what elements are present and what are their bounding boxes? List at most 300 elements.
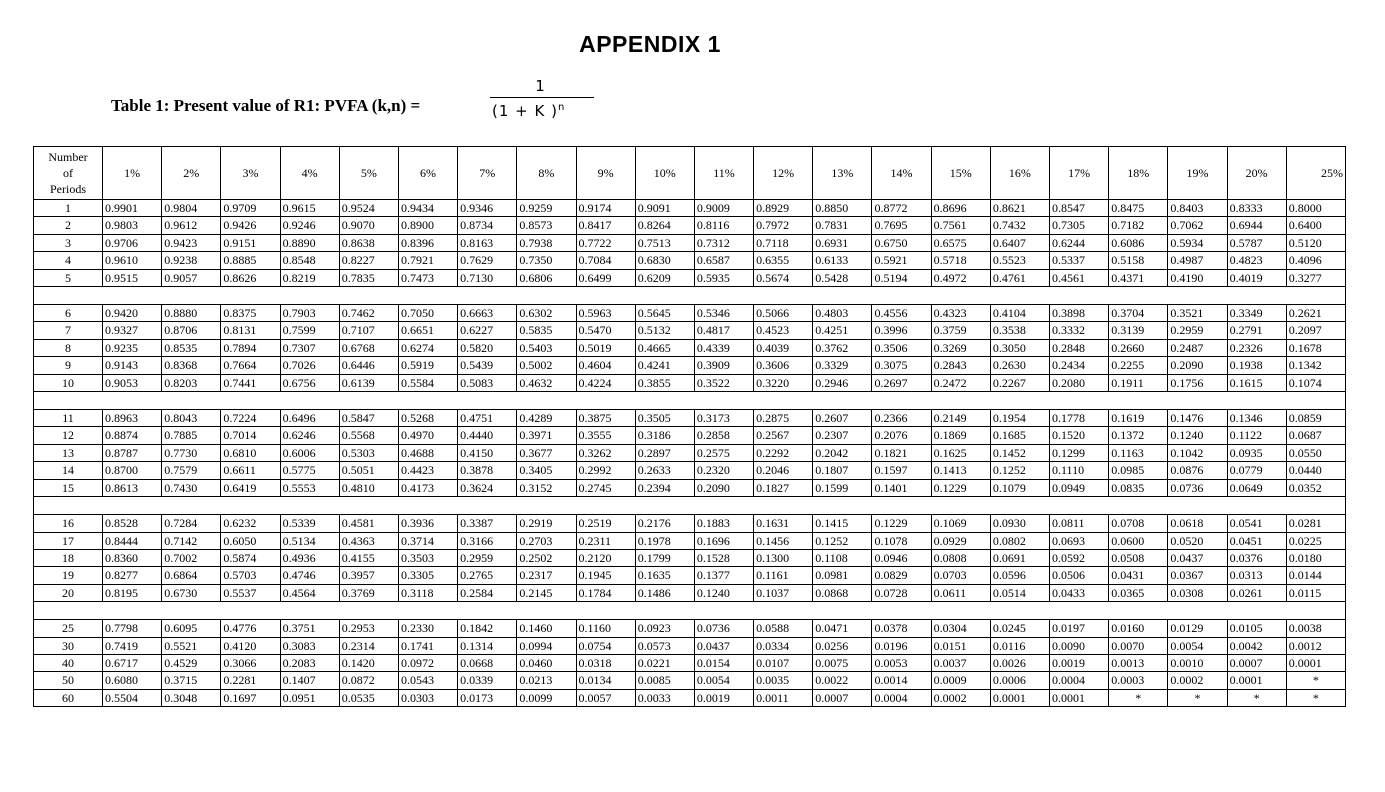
pv-factor-cell: 0.9259 bbox=[517, 200, 576, 217]
pv-factor-cell: 0.5083 bbox=[458, 374, 517, 391]
period-cell: 4 bbox=[34, 252, 103, 269]
pv-factor-cell: 0.5194 bbox=[872, 269, 931, 286]
table-row bbox=[34, 567, 1346, 584]
pv-factor-cell: 0.6050 bbox=[221, 532, 280, 549]
pv-factor-cell: 0.1938 bbox=[1227, 357, 1286, 374]
pv-factor-cell: 0.0075 bbox=[813, 654, 872, 671]
pv-factor-cell: 0.9709 bbox=[221, 200, 280, 217]
pv-factor-cell: 0.5820 bbox=[458, 339, 517, 356]
table-row bbox=[34, 549, 1346, 566]
table-row bbox=[34, 479, 1346, 496]
pv-factor-cell: 0.0318 bbox=[576, 654, 635, 671]
rate-header: 8% bbox=[517, 147, 576, 200]
pv-factor-cell: 0.6246 bbox=[280, 427, 339, 444]
pv-factor-cell: 0.5584 bbox=[398, 374, 457, 391]
rate-header: 6% bbox=[398, 147, 457, 200]
pv-factor-cell: 0.0949 bbox=[1050, 479, 1109, 496]
pv-factor-cell: 0.0308 bbox=[1168, 584, 1227, 601]
period-cell: 17 bbox=[34, 532, 103, 549]
periods-header-line: Number bbox=[48, 150, 88, 164]
rate-header: 20% bbox=[1227, 147, 1286, 200]
pv-factor-cell: 0.0835 bbox=[1109, 479, 1168, 496]
pv-factor-cell: 0.0154 bbox=[694, 654, 753, 671]
pv-factor-cell: 0.6302 bbox=[517, 305, 576, 322]
pv-factor-cell: 0.5403 bbox=[517, 339, 576, 356]
pv-factor-cell: 0.3173 bbox=[694, 410, 753, 427]
pv-factor-cell: 0.2046 bbox=[754, 462, 813, 479]
pv-factor-cell: 0.1697 bbox=[221, 689, 280, 706]
pv-factor-cell: 0.1619 bbox=[1109, 410, 1168, 427]
period-cell: 20 bbox=[34, 584, 103, 601]
pv-factor-cell: 0.5158 bbox=[1109, 252, 1168, 269]
pv-factor-cell: 0.7050 bbox=[398, 305, 457, 322]
rate-header: 13% bbox=[813, 147, 872, 200]
pv-factor-cell: 0.8203 bbox=[162, 374, 221, 391]
pv-factor-cell: 0.4363 bbox=[339, 532, 398, 549]
pv-factor-cell: 0.7107 bbox=[339, 322, 398, 339]
pv-factor-cell: 0.0728 bbox=[872, 584, 931, 601]
table-row bbox=[34, 217, 1346, 234]
period-cell: 1 bbox=[34, 200, 103, 217]
pv-factor-cell: 0.2621 bbox=[1286, 305, 1345, 322]
pv-factor-cell: 0.2953 bbox=[339, 620, 398, 637]
pv-factor-cell: 0.2090 bbox=[694, 479, 753, 496]
pv-factor-cell: 0.9901 bbox=[103, 200, 162, 217]
pv-factor-cell: 0.1911 bbox=[1109, 374, 1168, 391]
rate-header: 9% bbox=[576, 147, 635, 200]
spacer-cell bbox=[34, 392, 1346, 410]
pv-factor-cell: 0.3996 bbox=[872, 322, 931, 339]
pv-factor-cell: 0.8626 bbox=[221, 269, 280, 286]
pv-factor-cell: 0.3624 bbox=[458, 479, 517, 496]
pv-factor-cell: 0.0134 bbox=[576, 672, 635, 689]
pv-factor-cell: 0.2307 bbox=[813, 427, 872, 444]
pv-factor-cell: 0.0014 bbox=[872, 672, 931, 689]
pv-factor-cell: 0.5132 bbox=[635, 322, 694, 339]
pv-factor-cell: 0.0003 bbox=[1109, 672, 1168, 689]
pv-factor-cell: 0.0004 bbox=[872, 689, 931, 706]
pv-factor-cell: 0.9610 bbox=[103, 252, 162, 269]
pv-factor-cell: 0.0085 bbox=[635, 672, 694, 689]
pv-factor-cell: 0.7142 bbox=[162, 532, 221, 549]
table-header-row bbox=[34, 147, 1346, 200]
pv-factor-cell: 0.0053 bbox=[872, 654, 931, 671]
pv-factor-cell: 0.0013 bbox=[1109, 654, 1168, 671]
spacer-cell bbox=[34, 602, 1346, 620]
pv-factor-cell: 0.7473 bbox=[398, 269, 457, 286]
pv-factor-cell: 0.5066 bbox=[754, 305, 813, 322]
pv-factor-cell: 0.0808 bbox=[931, 549, 990, 566]
pv-factor-cell: 0.8963 bbox=[103, 410, 162, 427]
pv-factor-cell: 0.1599 bbox=[813, 479, 872, 496]
pv-factor-cell: 0.3262 bbox=[576, 444, 635, 461]
pv-factor-cell: 0.6730 bbox=[162, 584, 221, 601]
pv-factor-cell: 0.3277 bbox=[1286, 269, 1345, 286]
pv-factor-cell: 0.4561 bbox=[1050, 269, 1109, 286]
pv-factor-cell: 0.0573 bbox=[635, 637, 694, 654]
pv-factor-cell: 0.7430 bbox=[162, 479, 221, 496]
pv-factor-cell: 0.4823 bbox=[1227, 252, 1286, 269]
rate-header: 18% bbox=[1109, 147, 1168, 200]
pv-factor-cell: 0.1685 bbox=[990, 427, 1049, 444]
rate-header: 1% bbox=[103, 147, 162, 200]
pv-factor-cell: 0.6244 bbox=[1050, 234, 1109, 251]
pv-factor-cell: 0.7014 bbox=[221, 427, 280, 444]
pv-factor-cell: 0.2919 bbox=[517, 515, 576, 532]
pv-factor-cell: 0.1635 bbox=[635, 567, 694, 584]
pv-factor-cell: 0.3139 bbox=[1109, 322, 1168, 339]
pv-factor-cell: 0.0506 bbox=[1050, 567, 1109, 584]
pv-factor-cell: 0.8696 bbox=[931, 200, 990, 217]
pv-factor-cell: 0.8880 bbox=[162, 305, 221, 322]
pv-factor-cell: 0.3220 bbox=[754, 374, 813, 391]
pv-factor-cell: 0.2149 bbox=[931, 410, 990, 427]
pv-factor-cell: 0.4241 bbox=[635, 357, 694, 374]
pv-factor-cell: 0.0691 bbox=[990, 549, 1049, 566]
pv-factor-cell: 0.0754 bbox=[576, 637, 635, 654]
pv-factor-cell: 0.7118 bbox=[754, 234, 813, 251]
pv-factor-cell: 0.8000 bbox=[1286, 200, 1345, 217]
pv-factor-cell: 0.3522 bbox=[694, 374, 753, 391]
pv-factor-cell: 0.0541 bbox=[1227, 515, 1286, 532]
pv-factor-cell: 0.0116 bbox=[990, 637, 1049, 654]
pv-factor-cell: 0.3715 bbox=[162, 672, 221, 689]
pv-factor-cell: 0.3329 bbox=[813, 357, 872, 374]
pv-factor-cell: 0.0007 bbox=[813, 689, 872, 706]
pv-factor-cell: 0.5847 bbox=[339, 410, 398, 427]
pv-factor-cell: 0.3118 bbox=[398, 584, 457, 601]
pv-factor-cell: * bbox=[1109, 689, 1168, 706]
pv-factor-cell: 0.0611 bbox=[931, 584, 990, 601]
pv-factor-cell: 0.1799 bbox=[635, 549, 694, 566]
pv-factor-cell: 0.5537 bbox=[221, 584, 280, 601]
pv-factor-cell: 0.1778 bbox=[1050, 410, 1109, 427]
pv-factor-cell: 0.4339 bbox=[694, 339, 753, 356]
pv-factor-cell: 0.0196 bbox=[872, 637, 931, 654]
rate-header: 5% bbox=[339, 147, 398, 200]
pv-factor-cell: 0.9803 bbox=[103, 217, 162, 234]
pv-factor-cell: 0.9053 bbox=[103, 374, 162, 391]
pv-factor-cell: 0.9070 bbox=[339, 217, 398, 234]
pv-factor-cell: 0.0365 bbox=[1109, 584, 1168, 601]
pv-factor-cell: 0.9327 bbox=[103, 322, 162, 339]
pv-factor-cell: 0.9091 bbox=[635, 200, 694, 217]
pv-factor-cell: 0.2959 bbox=[458, 549, 517, 566]
pv-factor-cell: 0.7062 bbox=[1168, 217, 1227, 234]
period-cell: 50 bbox=[34, 672, 103, 689]
pv-factor-cell: 0.3405 bbox=[517, 462, 576, 479]
pv-factor-cell: 0.1415 bbox=[813, 515, 872, 532]
pv-factor-cell: 0.7305 bbox=[1050, 217, 1109, 234]
pv-factor-cell: 0.1678 bbox=[1286, 339, 1345, 356]
pv-factor-cell: 0.6944 bbox=[1227, 217, 1286, 234]
pv-factor-cell: 0.5568 bbox=[339, 427, 398, 444]
pv-factor-cell: 0.3305 bbox=[398, 567, 457, 584]
rate-header: 11% bbox=[694, 147, 753, 200]
pv-factor-cell: 0.1413 bbox=[931, 462, 990, 479]
pv-factor-cell: 0.9515 bbox=[103, 269, 162, 286]
pv-factor-cell: 0.1079 bbox=[990, 479, 1049, 496]
pv-factor-cell: 0.7629 bbox=[458, 252, 517, 269]
pv-factor-cell: 0.4803 bbox=[813, 305, 872, 322]
pv-factor-cell: 0.0930 bbox=[990, 515, 1049, 532]
pv-factor-cell: 0.8734 bbox=[458, 217, 517, 234]
group-spacer-row bbox=[34, 602, 1346, 620]
pv-factor-cell: 0.0618 bbox=[1168, 515, 1227, 532]
period-cell: 3 bbox=[34, 234, 103, 251]
pv-factor-cell: 0.1625 bbox=[931, 444, 990, 461]
period-cell: 16 bbox=[34, 515, 103, 532]
pv-factor-cell: 0.7579 bbox=[162, 462, 221, 479]
pv-factor-cell: 0.2843 bbox=[931, 357, 990, 374]
pv-factor-cell: 0.8885 bbox=[221, 252, 280, 269]
pv-factor-cell: 0.1252 bbox=[990, 462, 1049, 479]
pv-factor-cell: 0.1240 bbox=[694, 584, 753, 601]
pv-factor-cell: 0.2697 bbox=[872, 374, 931, 391]
pv-factor-cell: 0.0451 bbox=[1227, 532, 1286, 549]
pv-factor-cell: 0.6496 bbox=[280, 410, 339, 427]
pv-factor-cell: 0.8444 bbox=[103, 532, 162, 549]
pv-factor-cell: 0.3349 bbox=[1227, 305, 1286, 322]
pv-factor-cell: * bbox=[1168, 689, 1227, 706]
pv-factor-cell: 0.6750 bbox=[872, 234, 931, 251]
pv-factor-cell: 0.6806 bbox=[517, 269, 576, 286]
table-row bbox=[34, 654, 1346, 671]
pv-factor-cell: 0.1883 bbox=[694, 515, 753, 532]
pv-factor-cell: 0.4746 bbox=[280, 567, 339, 584]
pv-factor-cell: 0.0070 bbox=[1109, 637, 1168, 654]
pv-factor-cell: 0.3332 bbox=[1050, 322, 1109, 339]
pv-factor-cell: * bbox=[1227, 689, 1286, 706]
pv-factor-cell: 0.5337 bbox=[1050, 252, 1109, 269]
pv-factor-cell: 0.3759 bbox=[931, 322, 990, 339]
pv-factor-cell: 0.3166 bbox=[458, 532, 517, 549]
pv-factor-cell: 0.2897 bbox=[635, 444, 694, 461]
pv-factor-cell: 0.0001 bbox=[1227, 672, 1286, 689]
pv-factor-cell: 0.1342 bbox=[1286, 357, 1345, 374]
pv-factor-cell: 0.0687 bbox=[1286, 427, 1345, 444]
pv-factor-cell: 0.1821 bbox=[872, 444, 931, 461]
pv-factor-cell: 0.5428 bbox=[813, 269, 872, 286]
period-cell: 60 bbox=[34, 689, 103, 706]
pv-factor-cell: 0.0431 bbox=[1109, 567, 1168, 584]
rate-header: 25% bbox=[1286, 147, 1345, 200]
pv-factor-cell: 0.0144 bbox=[1286, 567, 1345, 584]
pv-factor-cell: 0.0859 bbox=[1286, 410, 1345, 427]
pv-factor-cell: 0.1108 bbox=[813, 549, 872, 566]
pv-factor-cell: 0.7664 bbox=[221, 357, 280, 374]
period-cell: 15 bbox=[34, 479, 103, 496]
rate-header: 3% bbox=[221, 147, 280, 200]
pv-factor-cell: 0.6663 bbox=[458, 305, 517, 322]
pv-factor-cell: 0.5346 bbox=[694, 305, 753, 322]
pv-factor-cell: 0.1078 bbox=[872, 532, 931, 549]
pv-factor-cell: 0.0151 bbox=[931, 637, 990, 654]
pv-factor-cell: 0.3677 bbox=[517, 444, 576, 461]
pv-factor-cell: 0.0221 bbox=[635, 654, 694, 671]
pv-factor-cell: 0.4096 bbox=[1286, 252, 1345, 269]
pv-factor-cell: 0.8333 bbox=[1227, 200, 1286, 217]
pv-factor-cell: 0.8116 bbox=[694, 217, 753, 234]
pv-factor-cell: 0.2630 bbox=[990, 357, 1049, 374]
pv-factor-cell: 0.8277 bbox=[103, 567, 162, 584]
pv-factor-cell: 0.3769 bbox=[339, 584, 398, 601]
present-value-table bbox=[33, 146, 1346, 707]
pv-factor-cell: 0.1784 bbox=[576, 584, 635, 601]
pv-factor-cell: 0.3898 bbox=[1050, 305, 1109, 322]
pv-factor-cell: 0.5874 bbox=[221, 549, 280, 566]
pv-factor-cell: 0.0004 bbox=[1050, 672, 1109, 689]
pv-factor-cell: 0.0019 bbox=[1050, 654, 1109, 671]
pv-factor-cell: 0.1300 bbox=[754, 549, 813, 566]
pv-factor-cell: 0.0471 bbox=[813, 620, 872, 637]
pv-factor-cell: 0.6232 bbox=[221, 515, 280, 532]
pv-factor-cell: 0.4104 bbox=[990, 305, 1049, 322]
pv-factor-cell: 0.8613 bbox=[103, 479, 162, 496]
pv-factor-cell: 0.0708 bbox=[1109, 515, 1168, 532]
spacer-cell bbox=[34, 497, 1346, 515]
pv-factor-cell: 0.8929 bbox=[754, 200, 813, 217]
pv-factor-cell: 0.0090 bbox=[1050, 637, 1109, 654]
pv-factor-cell: 0.0006 bbox=[990, 672, 1049, 689]
pv-factor-cell: 0.0334 bbox=[754, 637, 813, 654]
pv-factor-cell: 0.5718 bbox=[931, 252, 990, 269]
pv-factor-cell: 0.0313 bbox=[1227, 567, 1286, 584]
pv-factor-cell: 0.4423 bbox=[398, 462, 457, 479]
pv-factor-cell: 0.3538 bbox=[990, 322, 1049, 339]
pv-factor-cell: 0.0009 bbox=[931, 672, 990, 689]
pv-factor-cell: 0.2255 bbox=[1109, 357, 1168, 374]
pv-factor-cell: 0.0378 bbox=[872, 620, 931, 637]
pv-factor-cell: 0.5521 bbox=[162, 637, 221, 654]
pv-factor-cell: 0.2959 bbox=[1168, 322, 1227, 339]
table-row bbox=[34, 672, 1346, 689]
pv-factor-cell: 0.8787 bbox=[103, 444, 162, 461]
pv-factor-cell: 0.1229 bbox=[872, 515, 931, 532]
pv-factor-cell: 0.2502 bbox=[517, 549, 576, 566]
table-row bbox=[34, 410, 1346, 427]
pv-factor-cell: 0.4817 bbox=[694, 322, 753, 339]
pv-factor-cell: 0.2745 bbox=[576, 479, 635, 496]
pv-factor-cell: 0.8403 bbox=[1168, 200, 1227, 217]
pv-factor-cell: 0.6274 bbox=[398, 339, 457, 356]
pv-factor-cell: 0.0520 bbox=[1168, 532, 1227, 549]
periods-header bbox=[34, 147, 103, 200]
pv-factor-cell: 0.0440 bbox=[1286, 462, 1345, 479]
pv-factor-cell: 0.7831 bbox=[813, 217, 872, 234]
pv-factor-cell: 0.8638 bbox=[339, 234, 398, 251]
pv-factor-cell: 0.1401 bbox=[872, 479, 931, 496]
pv-factor-cell: 0.5019 bbox=[576, 339, 635, 356]
pv-factor-cell: 0.7182 bbox=[1109, 217, 1168, 234]
pv-factor-cell: 0.6419 bbox=[221, 479, 280, 496]
table-row bbox=[34, 322, 1346, 339]
pv-factor-cell: 0.2366 bbox=[872, 410, 931, 427]
table-row bbox=[34, 374, 1346, 391]
pv-factor-cell: 0.0649 bbox=[1227, 479, 1286, 496]
pv-factor-cell: 0.0929 bbox=[931, 532, 990, 549]
pv-factor-cell: 0.5935 bbox=[694, 269, 753, 286]
pv-factor-cell: 0.9246 bbox=[280, 217, 339, 234]
pv-factor-cell: 0.7130 bbox=[458, 269, 517, 286]
pv-factor-cell: 0.1452 bbox=[990, 444, 1049, 461]
pv-factor-cell: 0.2858 bbox=[694, 427, 753, 444]
pv-factor-cell: 0.3506 bbox=[872, 339, 931, 356]
pv-factor-cell: 0.0256 bbox=[813, 637, 872, 654]
pv-factor-cell: 0.1597 bbox=[872, 462, 931, 479]
pv-factor-cell: 0.3075 bbox=[872, 357, 931, 374]
rate-header: 16% bbox=[990, 147, 1049, 200]
pv-factor-cell: 0.0535 bbox=[339, 689, 398, 706]
group-spacer-row bbox=[34, 287, 1346, 305]
pv-factor-cell: 0.8573 bbox=[517, 217, 576, 234]
pv-factor-cell: 0.4529 bbox=[162, 654, 221, 671]
pv-factor-cell: 0.6400 bbox=[1286, 217, 1345, 234]
pv-factor-cell: 0.1110 bbox=[1050, 462, 1109, 479]
pv-factor-cell: 0.0935 bbox=[1227, 444, 1286, 461]
period-cell: 25 bbox=[34, 620, 103, 637]
pv-factor-cell: 0.4581 bbox=[339, 515, 398, 532]
pv-factor-cell: 0.1377 bbox=[694, 567, 753, 584]
pv-factor-cell: 0.1160 bbox=[576, 620, 635, 637]
pv-factor-cell: 0.0054 bbox=[694, 672, 753, 689]
pv-factor-cell: 0.0033 bbox=[635, 689, 694, 706]
table-row bbox=[34, 427, 1346, 444]
pv-factor-cell: 0.2567 bbox=[754, 427, 813, 444]
rate-header: 14% bbox=[872, 147, 931, 200]
pv-factor-cell: 0.4019 bbox=[1227, 269, 1286, 286]
pv-factor-cell: 0.4761 bbox=[990, 269, 1049, 286]
pv-factor-cell: 0.0994 bbox=[517, 637, 576, 654]
pv-factor-cell: 0.4970 bbox=[398, 427, 457, 444]
table-body bbox=[34, 200, 1346, 707]
pv-factor-cell: 0.8475 bbox=[1109, 200, 1168, 217]
pv-factor-cell: 0.9706 bbox=[103, 234, 162, 251]
pv-factor-cell: 0.2281 bbox=[221, 672, 280, 689]
pv-factor-cell: 0.0376 bbox=[1227, 549, 1286, 566]
pv-factor-cell: 0.3083 bbox=[280, 637, 339, 654]
pv-factor-cell: 0.9524 bbox=[339, 200, 398, 217]
pv-factor-cell: 0.9426 bbox=[221, 217, 280, 234]
pv-factor-cell: 0.6651 bbox=[398, 322, 457, 339]
pv-factor-cell: 0.6407 bbox=[990, 234, 1049, 251]
pv-factor-cell: 0.0303 bbox=[398, 689, 457, 706]
pv-factor-cell: 0.7084 bbox=[576, 252, 635, 269]
pv-factor-cell: 0.1476 bbox=[1168, 410, 1227, 427]
pv-factor-cell: 0.0460 bbox=[517, 654, 576, 671]
pv-factor-cell: 0.5553 bbox=[280, 479, 339, 496]
pv-factor-cell: 0.9615 bbox=[280, 200, 339, 217]
pv-factor-cell: 0.2314 bbox=[339, 637, 398, 654]
pv-factor-cell: 0.0352 bbox=[1286, 479, 1345, 496]
pv-factor-cell: 0.6575 bbox=[931, 234, 990, 251]
pv-factor-cell: 0.7903 bbox=[280, 305, 339, 322]
pv-factor-cell: 0.2703 bbox=[517, 532, 576, 549]
pv-factor-cell: 0.1756 bbox=[1168, 374, 1227, 391]
pv-factor-cell: 0.3855 bbox=[635, 374, 694, 391]
pv-factor-cell: 0.3936 bbox=[398, 515, 457, 532]
pv-factor-cell: 0.5120 bbox=[1286, 234, 1345, 251]
periods-header-line: Periods bbox=[50, 182, 86, 196]
rate-header: 10% bbox=[635, 147, 694, 200]
pv-factor-cell: 0.6446 bbox=[339, 357, 398, 374]
pv-factor-cell: 0.5645 bbox=[635, 305, 694, 322]
pv-factor-cell: 0.6830 bbox=[635, 252, 694, 269]
pv-factor-cell: 0.2267 bbox=[990, 374, 1049, 391]
pv-factor-cell: 0.0668 bbox=[458, 654, 517, 671]
pv-factor-cell: 0.1456 bbox=[754, 532, 813, 549]
pv-factor-cell: 0.0779 bbox=[1227, 462, 1286, 479]
